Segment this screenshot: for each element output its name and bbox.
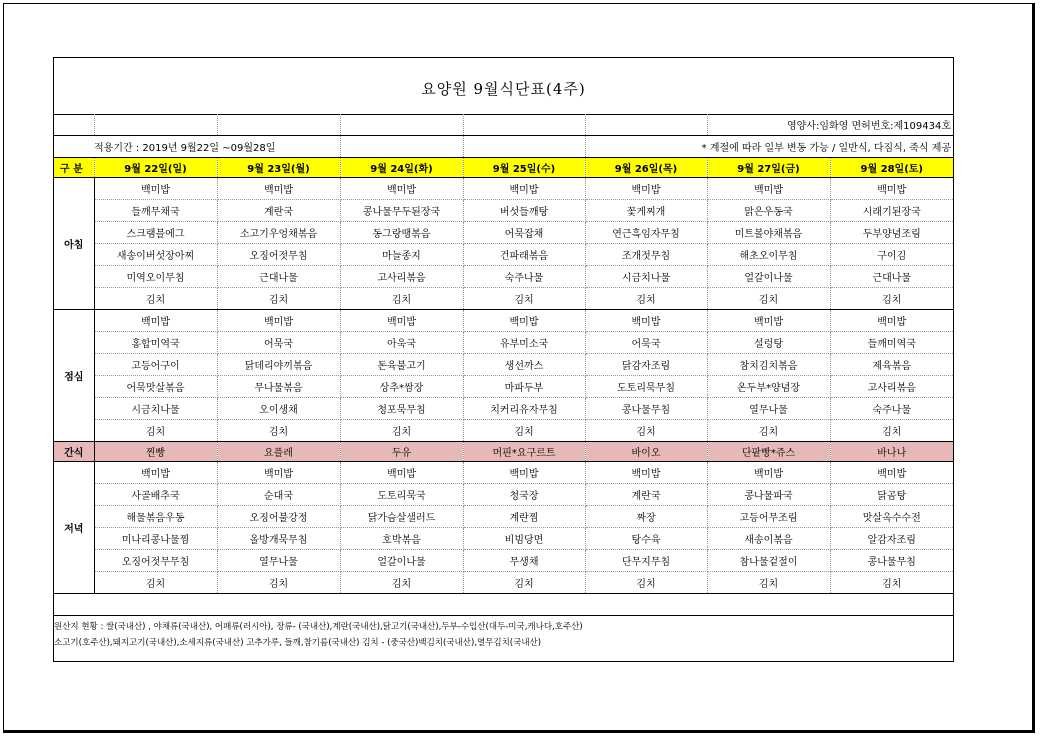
menu-cell: 호박볶음: [340, 528, 463, 550]
menu-cell: 알감자조림: [830, 528, 953, 550]
menu-cell: 무생채: [463, 550, 585, 572]
menu-cell: 고등어무조림: [707, 506, 830, 528]
menu-cell: 닭가슴살샐러드: [340, 506, 463, 528]
menu-cell: 설렁탕: [707, 332, 830, 354]
menu-cell: 미나리콩나물찜: [94, 528, 217, 550]
menu-cell: 새송이버섯장아찌: [94, 244, 217, 266]
menu-cell: 김치: [707, 420, 830, 442]
menu-cell: 도토리묵무침: [585, 376, 707, 398]
menu-cell: 고등어구이: [94, 354, 217, 376]
menu-cell: 오이생채: [217, 398, 340, 420]
menu-row: [54, 572, 953, 594]
header-day: 9월 25일(수): [463, 158, 585, 178]
info-row-period: [54, 136, 953, 158]
menu-cell: 무나물볶음: [217, 376, 340, 398]
menu-cell: 백미밥: [707, 310, 830, 332]
menu-cell: 김치: [340, 288, 463, 310]
menu-cell: 백미밥: [94, 310, 217, 332]
menu-cell: 김치: [217, 288, 340, 310]
menu-cell: 시금치나물: [94, 398, 217, 420]
menu-cell: 백미밥: [830, 178, 953, 200]
menu-row: [54, 288, 953, 310]
header-day: 9월 27일(금): [707, 158, 830, 178]
menu-row: [54, 354, 953, 376]
menu-cell: 콩나물무침: [830, 550, 953, 572]
menu-cell: 유부미소국: [463, 332, 585, 354]
header-day: 9월 28일(토): [830, 158, 953, 178]
menu-row: [54, 484, 953, 506]
menu-cell: 오징어젓무무침: [94, 550, 217, 572]
menu-cell: 맑은우동국: [707, 200, 830, 222]
menu-cell: 돈육불고기: [340, 354, 463, 376]
menu-row: [54, 420, 953, 442]
header-day: 9월 23일(월): [217, 158, 340, 178]
menu-cell: 올방개묵무침: [217, 528, 340, 550]
menu-cell: 백미밥: [217, 462, 340, 484]
menu-cell: 아욱국: [340, 332, 463, 354]
header-day: 9월 24일(화): [340, 158, 463, 178]
menu-cell: 맛살옥수수전: [830, 506, 953, 528]
menu-row: [54, 550, 953, 572]
header-day: 9월 26일(목): [585, 158, 707, 178]
menu-cell: 해물볶음우동: [94, 506, 217, 528]
period-info: 적용기간 : 2019년 9월22일 ~09월28일: [54, 136, 340, 158]
menu-cell: 생선까스: [463, 354, 585, 376]
menu-cell: 백미밥: [830, 310, 953, 332]
menu-cell: 고사리볶음: [340, 266, 463, 288]
menu-cell: 요플레: [217, 442, 340, 462]
menu-cell: 미역오이무침: [94, 266, 217, 288]
dietitian-info: 영양사:임화영 면허번호:제109434호: [707, 114, 953, 136]
meal-label: 간식: [54, 442, 94, 462]
menu-cell: 얼갈이나물: [707, 266, 830, 288]
menu-cell: 연근흑임자무침: [585, 222, 707, 244]
menu-cell: 치커리유자무침: [463, 398, 585, 420]
menu-cell: 백미밥: [463, 462, 585, 484]
menu-cell: 계란찜: [463, 506, 585, 528]
menu-cell: 들깨미역국: [830, 332, 953, 354]
menu-cell: 미트볼야채볶음: [707, 222, 830, 244]
menu-cell: 온두부*양념장: [707, 376, 830, 398]
menu-cell: 사골배추국: [94, 484, 217, 506]
menu-cell: 동그랑땡볶음: [340, 222, 463, 244]
menu-cell: 홍합미역국: [94, 332, 217, 354]
menu-cell: 소고기우엉채볶음: [217, 222, 340, 244]
menu-row: [54, 462, 953, 484]
menu-cell: 김치: [585, 420, 707, 442]
menu-cell: 청포묵무침: [340, 398, 463, 420]
menu-cell: 꽃게찌개: [585, 200, 707, 222]
menu-table: [54, 114, 953, 594]
menu-cell: 얼갈이나물: [340, 550, 463, 572]
menu-cell: 마파두부: [463, 376, 585, 398]
menu-cell: 계란국: [585, 484, 707, 506]
menu-cell: 스크램블에그: [94, 222, 217, 244]
menu-cell: 닭데리야끼볶음: [217, 354, 340, 376]
menu-cell: 근대나물: [217, 266, 340, 288]
menu-cell: 백미밥: [217, 178, 340, 200]
menu-cell: 시래기된장국: [830, 200, 953, 222]
menu-cell: 고사리볶음: [830, 376, 953, 398]
menu-cell: 백미밥: [340, 178, 463, 200]
spreadsheet-page: [3, 3, 1035, 733]
menu-sheet: [53, 57, 954, 662]
menu-cell: 비빔당면: [463, 528, 585, 550]
menu-cell: 김치: [94, 572, 217, 594]
menu-cell: 두부양념조림: [830, 222, 953, 244]
menu-cell: 김치: [707, 572, 830, 594]
menu-cell: 시금치나물: [585, 266, 707, 288]
menu-row: [54, 244, 953, 266]
menu-cell: 바이오: [585, 442, 707, 462]
menu-cell: 김치: [463, 572, 585, 594]
menu-cell: 새송이볶음: [707, 528, 830, 550]
menu-cell: 머핀*요구르트: [463, 442, 585, 462]
menu-cell: 오징어불강정: [217, 506, 340, 528]
menu-cell: 콩나물파국: [707, 484, 830, 506]
menu-cell: 열무나물: [707, 398, 830, 420]
menu-cell: 제육볶음: [830, 354, 953, 376]
menu-cell: 백미밥: [707, 178, 830, 200]
menu-cell: 참치김치볶음: [707, 354, 830, 376]
menu-cell: 조개젓무침: [585, 244, 707, 266]
menu-cell: 백미밥: [585, 310, 707, 332]
title-row: [54, 58, 953, 115]
menu-cell: 숙주나물: [830, 398, 953, 420]
menu-cell: 백미밥: [94, 178, 217, 200]
menu-cell: 백미밥: [585, 462, 707, 484]
menu-cell: 김치: [585, 572, 707, 594]
menu-row: [54, 528, 953, 550]
menu-cell: 백미밥: [340, 462, 463, 484]
menu-row: [54, 310, 953, 332]
menu-cell: 백미밥: [463, 310, 585, 332]
menu-row: [54, 178, 953, 200]
menu-cell: 어묵국: [585, 332, 707, 354]
menu-cell: 바나나: [830, 442, 953, 462]
menu-cell: 찐빵: [94, 442, 217, 462]
menu-cell: 참나물겉절이: [707, 550, 830, 572]
menu-cell: 김치: [585, 288, 707, 310]
menu-cell: 어묵맛살볶음: [94, 376, 217, 398]
menu-row: [54, 200, 953, 222]
menu-cell: 단무지무침: [585, 550, 707, 572]
menu-cell: 단팥빵*쥬스: [707, 442, 830, 462]
menu-cell: 김치: [707, 288, 830, 310]
menu-cell: 김치: [94, 420, 217, 442]
menu-cell: 버섯들깨탕: [463, 200, 585, 222]
menu-cell: 숙주나물: [463, 266, 585, 288]
menu-row: [54, 376, 953, 398]
page-title: 요양원 9월식단표(4주): [421, 80, 586, 98]
header-row: [54, 158, 953, 178]
menu-cell: 근대나물: [830, 266, 953, 288]
note-info: * 계절에 따라 일부 변동 가능 / 일반식, 다짐식, 죽식 제공: [585, 136, 953, 158]
menu-cell: 어묵잡채: [463, 222, 585, 244]
menu-cell: 탕수육: [585, 528, 707, 550]
menu-cell: 백미밥: [585, 178, 707, 200]
menu-cell: 백미밥: [340, 310, 463, 332]
menu-cell: 백미밥: [94, 462, 217, 484]
menu-row: [54, 506, 953, 528]
menu-cell: 김치: [217, 420, 340, 442]
menu-cell: 김치: [463, 420, 585, 442]
menu-cell: 열무나물: [217, 550, 340, 572]
meal-label: 점심: [54, 310, 94, 442]
menu-cell: 김치: [463, 288, 585, 310]
header-corner: 구 분: [54, 158, 94, 178]
menu-cell: 백미밥: [463, 178, 585, 200]
menu-cell: 콩나물무침: [585, 398, 707, 420]
menu-cell: 해초오이무침: [707, 244, 830, 266]
menu-cell: 김치: [340, 572, 463, 594]
menu-cell: 계란국: [217, 200, 340, 222]
menu-cell: 구이김: [830, 244, 953, 266]
menu-cell: 들깨무채국: [94, 200, 217, 222]
menu-cell: 백미밥: [830, 462, 953, 484]
menu-cell: 마늘종지: [340, 244, 463, 266]
menu-cell: 어묵국: [217, 332, 340, 354]
menu-cell: 닭감자조림: [585, 354, 707, 376]
menu-cell: 짜장: [585, 506, 707, 528]
menu-cell: 닭곰탕: [830, 484, 953, 506]
menu-cell: 건파래볶음: [463, 244, 585, 266]
menu-row: [54, 332, 953, 354]
meal-label: 저녁: [54, 462, 94, 594]
menu-cell: 콩나물무두된장국: [340, 200, 463, 222]
menu-cell: 김치: [94, 288, 217, 310]
menu-cell: 김치: [217, 572, 340, 594]
menu-cell: 김치: [830, 420, 953, 442]
menu-cell: 두유: [340, 442, 463, 462]
menu-cell: 도토리묵국: [340, 484, 463, 506]
meal-label: 아침: [54, 178, 94, 310]
info-row-dietitian: [54, 114, 953, 136]
menu-row: [54, 442, 953, 462]
menu-cell: 백미밥: [707, 462, 830, 484]
origin-footer: [54, 615, 953, 651]
menu-cell: 오징어젓무침: [217, 244, 340, 266]
menu-cell: 청국장: [463, 484, 585, 506]
menu-row: [54, 398, 953, 420]
origin-line-1: 원산지 현황 : 쌀(국내산) , 야채류(국내산), 어패류(러시아), 장류- (국내산),계란(국내산),닭고기(국내산),두부-수입산(대두-미국,캐나다,호주산): [54, 622, 583, 632]
header-day: 9월 22일(일): [94, 158, 217, 178]
menu-cell: 백미밥: [217, 310, 340, 332]
menu-cell: 순대국: [217, 484, 340, 506]
menu-cell: 김치: [830, 572, 953, 594]
origin-line-2: 소고기(호주산),돼지고기(국내산),소세지류(국내산) 고추가루, 들깨,참기름(국내산) 김치 - (중국산)백김치(국내산),열무김치(국내산): [54, 638, 542, 648]
menu-cell: 상추*쌈장: [340, 376, 463, 398]
menu-cell: 김치: [830, 288, 953, 310]
menu-row: [54, 222, 953, 244]
menu-cell: 김치: [340, 420, 463, 442]
menu-row: [54, 266, 953, 288]
